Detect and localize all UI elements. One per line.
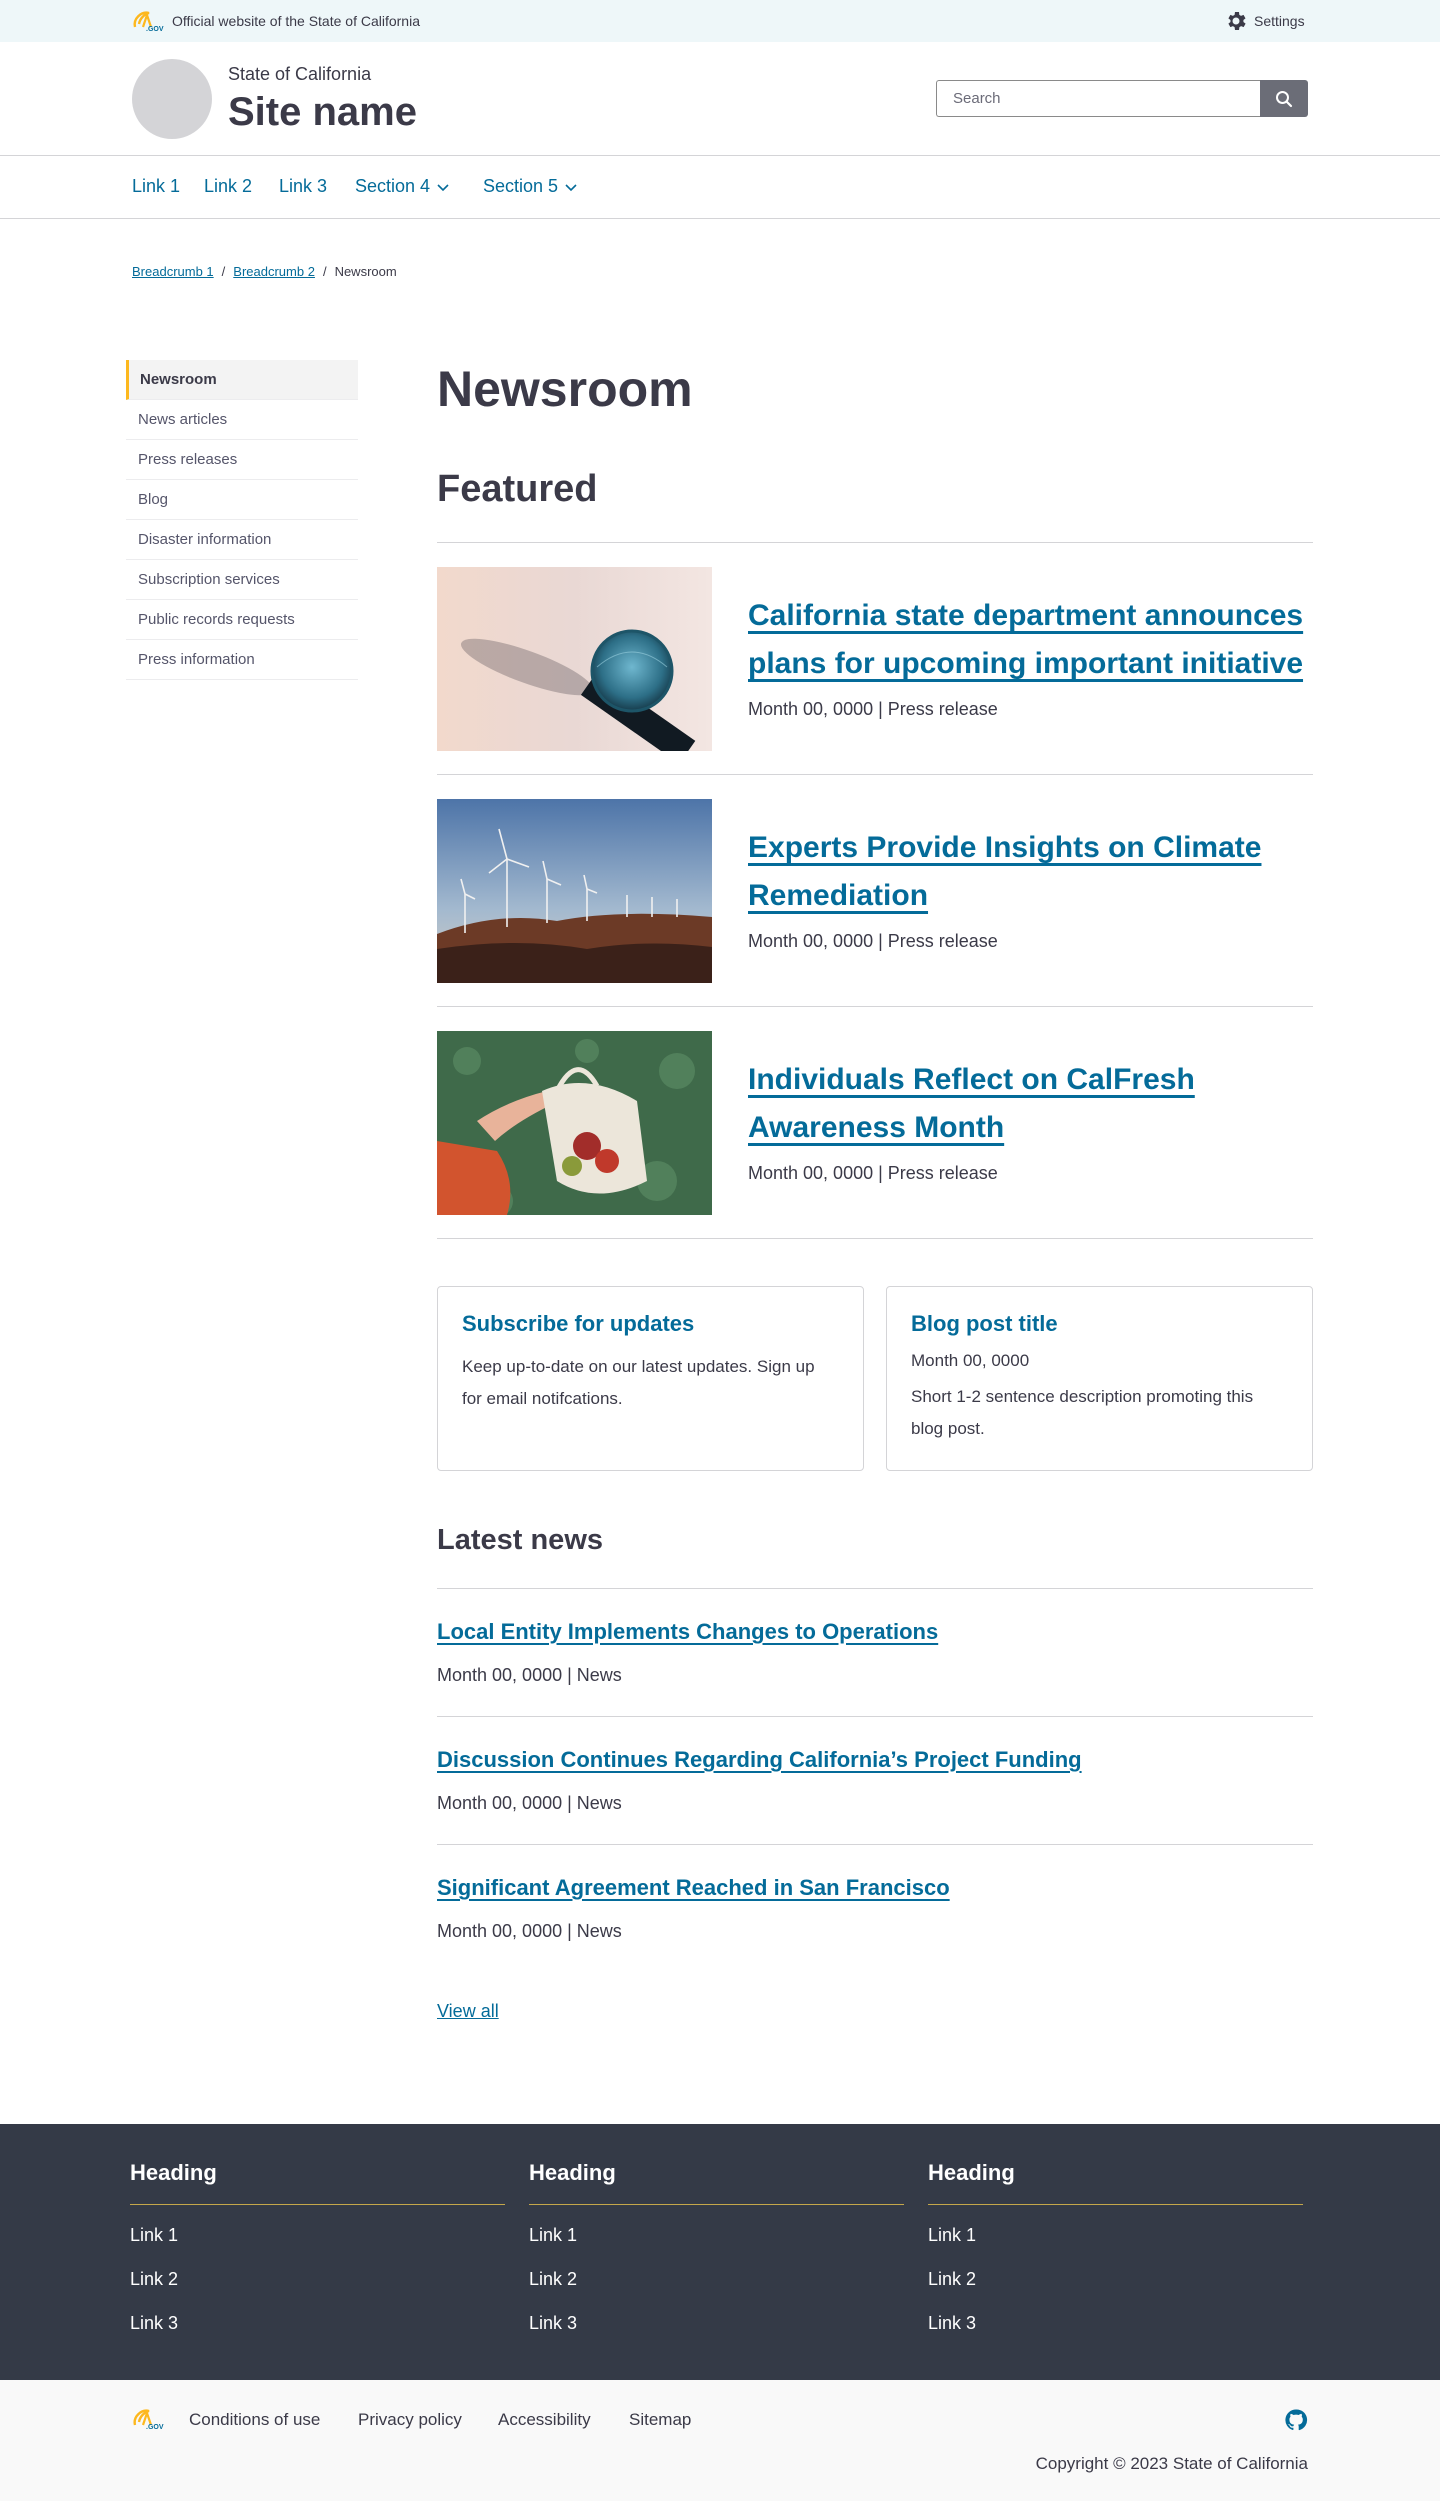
divider	[437, 1844, 1313, 1845]
site-header	[0, 42, 1440, 156]
sitemap-link[interactable]: Sitemap	[629, 2410, 692, 2429]
sidenav-item-blog[interactable]: Blog	[126, 480, 358, 520]
footer-column-2	[529, 2160, 904, 2337]
sidenav-item-disaster-information[interactable]: Disaster information	[126, 520, 358, 560]
wind-turbines-photo	[437, 799, 712, 983]
global-footer	[0, 2380, 1440, 2501]
nav-link-1[interactable]	[132, 176, 180, 197]
featured-image-wind-turbines[interactable]	[437, 799, 712, 983]
footer-link[interactable]: Link 1	[928, 2225, 977, 2245]
news-meta-2: Month 00, 0000 | News	[437, 1793, 622, 1813]
state-name: State of California	[228, 64, 372, 84]
chevron-down-icon	[564, 180, 578, 194]
latest-news-heading: Latest news	[437, 1524, 603, 1556]
footer-link[interactable]: Link 3	[928, 2313, 977, 2333]
site-logo[interactable]	[132, 59, 212, 139]
nav-link-2[interactable]	[204, 176, 252, 197]
footer-heading: Heading	[130, 2160, 505, 2205]
produce-bag-photo	[437, 1031, 712, 1215]
view-all-link[interactable]: View all	[437, 2001, 499, 2021]
footer-link[interactable]: Link 3	[130, 2313, 179, 2333]
breadcrumb-separator: /	[221, 264, 226, 279]
footer-link[interactable]: Link 2	[130, 2269, 179, 2289]
featured-article-meta-1: Month 00, 0000 | Press release	[748, 699, 998, 719]
nav-link-3[interactable]	[279, 176, 327, 197]
nav-section-4[interactable]	[355, 176, 450, 197]
main-navigation	[0, 156, 1440, 219]
breadcrumb-link-2[interactable]: Breadcrumb 2	[233, 264, 315, 279]
sidenav-item-press-information[interactable]: Press information	[126, 640, 358, 680]
footer-link[interactable]: Link 2	[529, 2269, 578, 2289]
divider	[437, 1238, 1313, 1239]
breadcrumb-link-1[interactable]: Breadcrumb 1	[132, 264, 214, 279]
divider	[437, 542, 1313, 543]
page-title: Newsroom	[437, 361, 693, 417]
subscribe-card[interactable]	[437, 1286, 864, 1471]
featured-article-title-3[interactable]: Individuals Reflect on CalFresh Awareness Month	[748, 1063, 1195, 1144]
github-icon[interactable]	[1284, 2408, 1308, 2432]
footer-link[interactable]: Link 3	[529, 2313, 578, 2333]
card-date: Month 00, 0000	[911, 1351, 1030, 1370]
card-text: Short 1-2 sentence description promoting this blog post.	[911, 1387, 1254, 1438]
news-title-2[interactable]: Discussion Continues Regarding California’s Project Funding	[437, 1747, 1082, 1772]
news-meta-3: Month 00, 0000 | News	[437, 1921, 622, 1941]
featured-image-microphone[interactable]	[437, 567, 712, 751]
site-name[interactable]: Site name	[228, 90, 417, 134]
featured-article-title-2[interactable]: Experts Provide Insights on Climate Remediation	[748, 831, 1262, 912]
nav-link-label: Link 3	[279, 176, 328, 196]
sidenav-item-subscription-services[interactable]: Subscription services	[126, 560, 358, 600]
copyright-text: Copyright © 2023 State of California	[1035, 2454, 1308, 2473]
accessibility-link[interactable]: Accessibility	[498, 2410, 591, 2429]
nav-link-label: Link 2	[204, 176, 253, 196]
privacy-policy-link[interactable]: Privacy policy	[358, 2410, 462, 2429]
card-text: Keep up-to-date on our latest updates. Sign up for email notifcations.	[462, 1357, 815, 1408]
divider	[437, 1006, 1313, 1007]
search-input[interactable]	[936, 80, 1260, 117]
featured-article-meta-2: Month 00, 0000 | Press release	[748, 931, 998, 951]
card-title[interactable]: Subscribe for updates	[462, 1311, 695, 1336]
divider	[437, 1588, 1313, 1589]
news-title-3[interactable]: Significant Agreement Reached in San Francisco	[437, 1875, 950, 1900]
featured-article-meta-3: Month 00, 0000 | Press release	[748, 1163, 998, 1183]
ca-gov-logo[interactable]	[131, 9, 164, 33]
ca-gov-logo[interactable]	[131, 2407, 164, 2431]
svg-text:.GOV: .GOV	[146, 26, 164, 33]
featured-heading: Featured	[437, 468, 598, 510]
card-title[interactable]: Blog post title	[911, 1311, 1058, 1336]
footer-heading: Heading	[529, 2160, 904, 2205]
search-icon	[1275, 90, 1293, 108]
chevron-down-icon	[436, 180, 450, 194]
featured-article-title-1[interactable]: California state department announces plans for upcoming important initiative	[748, 599, 1304, 680]
site-footer	[0, 2124, 1440, 2380]
gear-icon	[1224, 9, 1248, 33]
footer-link[interactable]: Link 2	[928, 2269, 977, 2289]
featured-image-produce-bag[interactable]	[437, 1031, 712, 1215]
nav-section-label: Section 5	[483, 176, 559, 196]
nav-section-label: Section 4	[355, 176, 431, 196]
microphone-photo	[437, 567, 712, 751]
footer-link[interactable]: Link 1	[130, 2225, 179, 2245]
footer-link[interactable]: Link 1	[529, 2225, 578, 2245]
breadcrumb-separator: /	[322, 264, 327, 279]
conditions-of-use-link[interactable]: Conditions of use	[189, 2410, 321, 2429]
sidenav-item-news-articles[interactable]: News articles	[126, 400, 358, 440]
breadcrumb	[132, 264, 397, 279]
nav-link-label: Link 1	[132, 176, 181, 196]
sidenav-item-public-records-requests[interactable]: Public records requests	[126, 600, 358, 640]
footer-heading: Heading	[928, 2160, 1303, 2205]
news-title-1[interactable]: Local Entity Implements Changes to Operations	[437, 1619, 939, 1644]
footer-column-3	[928, 2160, 1303, 2337]
sidenav-item-newsroom[interactable]: Newsroom	[126, 360, 358, 400]
side-navigation	[126, 360, 358, 680]
search-button[interactable]	[1260, 80, 1308, 117]
svg-text:.GOV: .GOV	[146, 2424, 164, 2431]
footer-column-1	[130, 2160, 505, 2337]
blog-post-card[interactable]	[886, 1286, 1313, 1471]
settings-label: Settings	[1254, 13, 1305, 29]
divider	[437, 774, 1313, 775]
sidenav-item-press-releases[interactable]: Press releases	[126, 440, 358, 480]
official-website-text: Official website of the State of California	[172, 13, 420, 29]
utility-header	[0, 0, 1440, 42]
news-meta-1: Month 00, 0000 | News	[437, 1665, 622, 1685]
nav-section-5[interactable]	[483, 176, 578, 197]
divider	[437, 1716, 1313, 1717]
settings-button[interactable]	[1224, 8, 1305, 34]
breadcrumb-current: Newsroom	[334, 264, 397, 279]
